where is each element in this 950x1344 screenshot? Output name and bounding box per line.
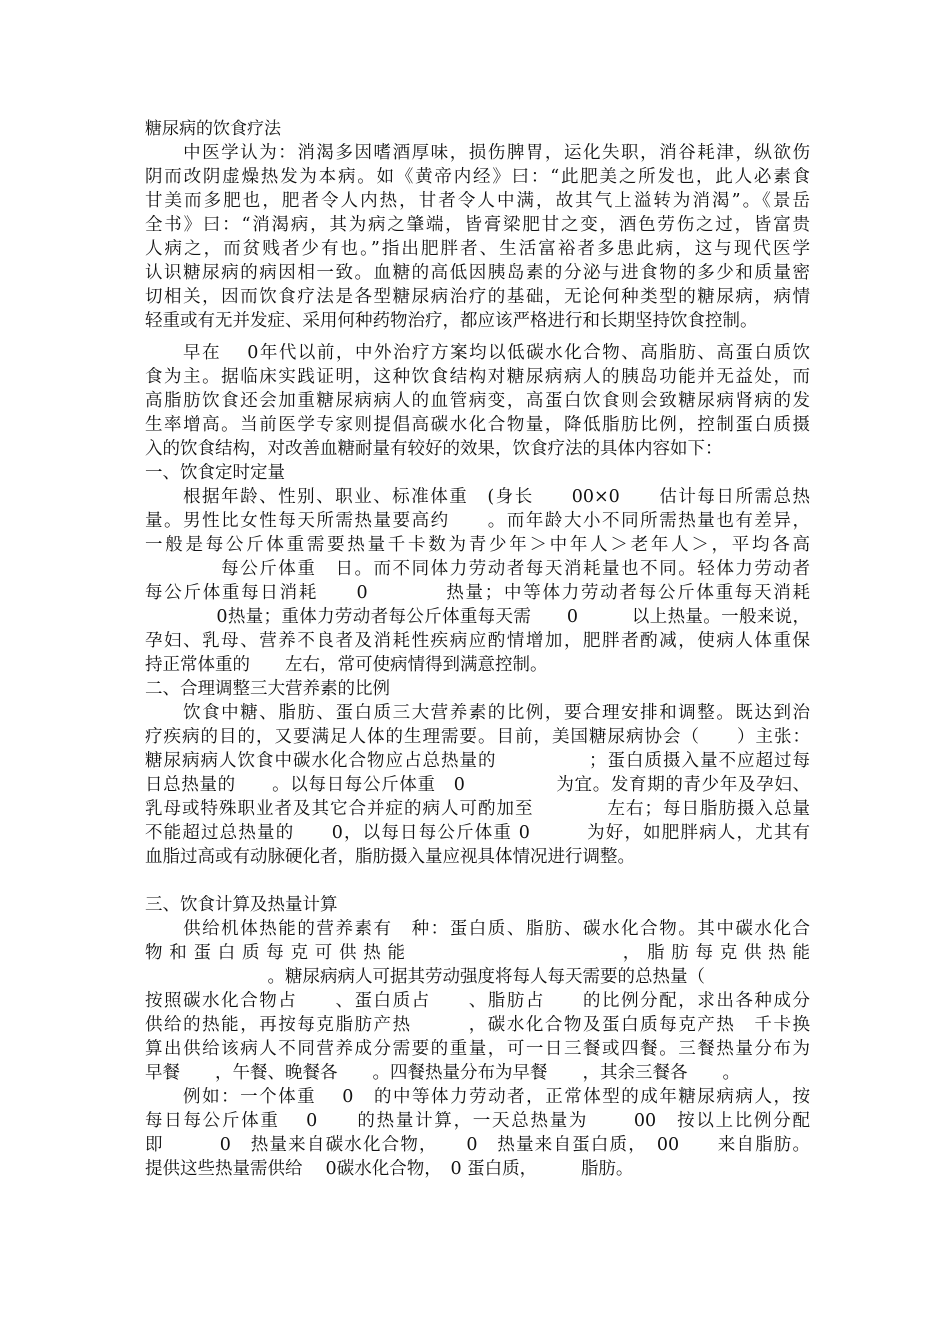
text-line: 持正常体重的 左右，常可使病情得到满意控制。 [145,655,548,675]
text-line: 一般是每公斤体重需要热量千卡数为青少年＞中年人＞老年人＞，平均各高 [145,535,810,555]
text-line: 每公斤体重 日。而不同体力劳动者每天消耗量也不同。轻体力劳动者 [145,559,810,579]
text-line: 0热量；重体力劳动者每公斤体重每天需 0 以上热量。一般来说， [145,607,810,627]
text-line: 乳母或特殊职业者及其它合并症的病人可酌加至 左右；每日脂肪摄入总量 [145,799,810,819]
text-line: 即 0 热量来自碳水化合物， 0 热量来自蛋白质， 00 来自脂肪。 [145,1135,810,1155]
text-line: 生率增高。当前医学专家则提倡高碳水化合物量，降低脂肪比例，控制蛋白质摄 [145,415,810,435]
text-line: 早餐 ，午餐、晚餐各 。四餐热量分布为早餐 ，其余三餐各 。 [145,1063,740,1083]
text-line: 甘美而多肥也，肥者令人内热，甘者令人中满，故其气上溢转为消渴”。《景岳 [145,191,810,211]
text-line: 糖尿病病人饮食中碳水化合物应占总热量的 ；蛋白质摄入量不应超过每 [145,751,810,771]
text-line: 不能超过总热量的 0，以每日每公斤体重 0 为好，如肥胖病人，尤其有 [145,823,810,843]
text-line: 每日每公斤体重 0 的热量计算，一天总热量为 00 按以上比例分配 [145,1111,810,1131]
document-title: 糖尿病的饮食疗法 [145,119,281,139]
text-line: 入的饮食结构，对改善血糖耐量有较好的效果，饮食疗法的具体内容如下： [145,439,723,459]
text-line: 早在 0年代以前，中外治疗方案均以低碳水化合物、高脂肪、高蛋白质饮 [145,343,810,363]
section-heading: 二、合理调整三大营养素的比例 [145,679,390,699]
text-line: 算出供给该病人不同营养成分需要的重量，可一日三餐或四餐。三餐热量分布为 [145,1039,810,1059]
text-line: 例如：一个体重 0 的中等体力劳动者，正常体型的成年糖尿病病人，按 [145,1087,810,1107]
text-line: 日总热量的 。以每日每公斤体重 0 为宜。发育期的青少年及孕妇、 [145,775,810,795]
text-line: 全书》曰：“消渴病，其为病之肇端，皆膏梁肥甘之变，酒色劳伤之过，皆富贵 [145,215,810,235]
text-line: 按照碳水化合物占 、蛋白质占 、脂肪占 的比例分配，求出各种成分 [145,991,810,1011]
text-line: 高脂肪饮食还会加重糖尿病病人的血管病变，高蛋白饮食则会致糖尿病肾病的发 [145,391,810,411]
text-line: 孕妇、乳母、营养不良者及消耗性疾病应酌情增加，肥胖者酌减，使病人体重保 [145,631,810,651]
text-line: 量。男性比女性每天所需热量要高约 。而年龄大小不同所需热量也有差异， [145,511,810,531]
text-line: 切相关，因而饮食疗法是各型糖尿病治疗的基础，无论何种类型的糖尿病，病情 [145,287,810,307]
text-line: 饮食中糖、脂肪、蛋白质三大营养素的比例，要合理安排和调整。既达到治 [145,703,810,723]
text-line: 人病之，而贫贱者少有也。”指出肥胖者、生活富裕者多患此病，这与现代医学 [145,239,810,259]
text-line: 提供这些热量需供给 0碳水化合物， 0 蛋白质， 脂肪。 [145,1159,634,1179]
text-line: 物 和 蛋 白 质 每 克 可 供 热 能 ， 脂 肪 每 克 供 热 能 [145,943,810,963]
text-line: 食为主。据临床实践证明，这种饮食结构对糖尿病病人的胰岛功能并无益处，而 [145,367,810,387]
text-line: 中医学认为：消渴多因嗜酒厚味，损伤脾胃，运化失职，消谷耗津，纵欲伤 [145,143,810,163]
text-line: 供给的热能，再按每克脂肪产热 ，碳水化合物及蛋白质每克产热 千卡换 [145,1015,810,1035]
text-line: 。糖尿病病人可据其劳动强度将每人每天需要的总热量（ [145,967,705,987]
text-line: 轻重或有无并发症、采用何种药物治疗，都应该严格进行和长期坚持饮食控制。 [145,311,758,331]
text-line: 阴而改阴虚燥热发为本病。如《黄帝内经》曰：“此肥美之所发也，此人必素食 [145,167,810,187]
text-line: 疗疾病的目的，又要满足人体的生理需要。目前，美国糖尿病协会（ ）主张： [145,727,810,747]
text-line: 血脂过高或有动脉硬化者，脂肪摄入量应视具体情况进行调整。 [145,847,635,867]
text-line: 根据年龄、性别、职业、标准体重 (身长 00×0 估计每日所需总热 [145,487,810,507]
section-heading: 三、饮食计算及热量计算 [145,895,338,915]
text-line: 每公斤体重每日消耗 0 热量；中等体力劳动者每公斤体重每天消耗 [145,583,810,603]
text-line: 供给机体热能的营养素有 种：蛋白质、脂肪、碳水化合物。其中碳水化合 [145,919,810,939]
text-line: 认识糖尿病的病因相一致。血糖的高低因胰岛素的分泌与进食物的多少和质量密 [145,263,810,283]
section-heading: 一、饮食定时定量 [145,463,285,483]
